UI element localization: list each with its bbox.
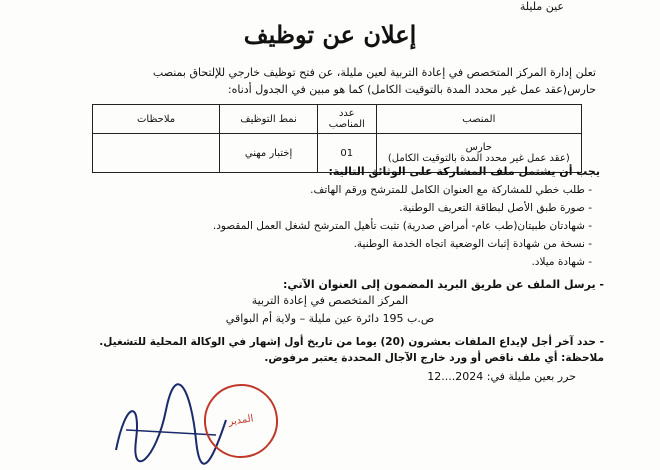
cell-notes xyxy=(93,134,220,173)
position-contract: (عقد عمل غير محدد المدة بالتوقيت الكامل) xyxy=(387,153,570,164)
cell-mode: إختبار مهني xyxy=(220,134,318,173)
header-notes: ملاحظات xyxy=(93,105,220,134)
stamp-text: المدير xyxy=(227,413,255,428)
header-position: المنصب xyxy=(376,105,581,134)
cell-count: 01 xyxy=(317,134,376,173)
address-line-2: ص.ب 195 دائرة عين مليلة – ولاية أم البواقي xyxy=(225,312,435,325)
signoff-date: 2024....12 xyxy=(427,370,484,383)
address-line-1: المركز المتخصص في إعادة التربية xyxy=(251,294,409,307)
table-header-row xyxy=(93,105,582,134)
header-count: عدد المناصب xyxy=(317,105,376,134)
page-title: إعلان عن توظيف xyxy=(243,20,417,49)
signoff-line xyxy=(427,370,576,383)
requirements-intro: يجب أن يشتمل ملف المشاركة على الوثائق التالية: xyxy=(328,165,600,178)
position-name: حارس xyxy=(465,142,492,153)
positions-table xyxy=(92,104,582,173)
send-instructions: - يرسل الملف عن طريق البريد المضمون إلى العنوان الآتي: xyxy=(283,278,604,291)
requirement-item: - شهادة ميلاد. xyxy=(531,256,592,268)
intro-line-2: حارس(عقد عمل غير محدد المدة بالتوقيت الكامل) كما هو مبين في الجدول أدناه: xyxy=(227,83,596,96)
remark-note: ملاحظة: أي ملف ناقص أو ورد خارج الآجال المحددة يعتبر مرفوض. xyxy=(264,352,604,364)
requirement-item: - نسخة من شهادة إثبات الوضعية اتجاه الخدمة الوطنية. xyxy=(353,238,592,250)
requirement-item: - صورة طبق الأصل لبطاقة التعريف الوطنية. xyxy=(399,202,592,214)
signoff-label: حرر بعين مليلة في: xyxy=(486,370,576,383)
deadline-note: - حدد آخر أجل لإيداع الملفات بعشرون (20) يوما من تاريخ أول إشهار في الوكالة المحلية للتشغيل. xyxy=(99,336,604,348)
header-mode: نمط التوظيف xyxy=(220,105,318,134)
requirement-item: - طلب خطي للمشاركة مع العنوان الكامل للمترشح ورقم الهاتف. xyxy=(310,184,592,196)
requirement-item: - شهادتان طبيتان(طب عام- أمراض صدرية) تثبت تأهيل المترشح لشغل العمل المقصود. xyxy=(212,220,592,232)
header-location: عين مليلة xyxy=(519,0,564,13)
intro-line-1: تعلن إدارة المركز المتخصص في إعادة التربية لعين مليلة، عن فتح توظيف خارجي للإلتحاق بمنصب xyxy=(152,66,596,79)
